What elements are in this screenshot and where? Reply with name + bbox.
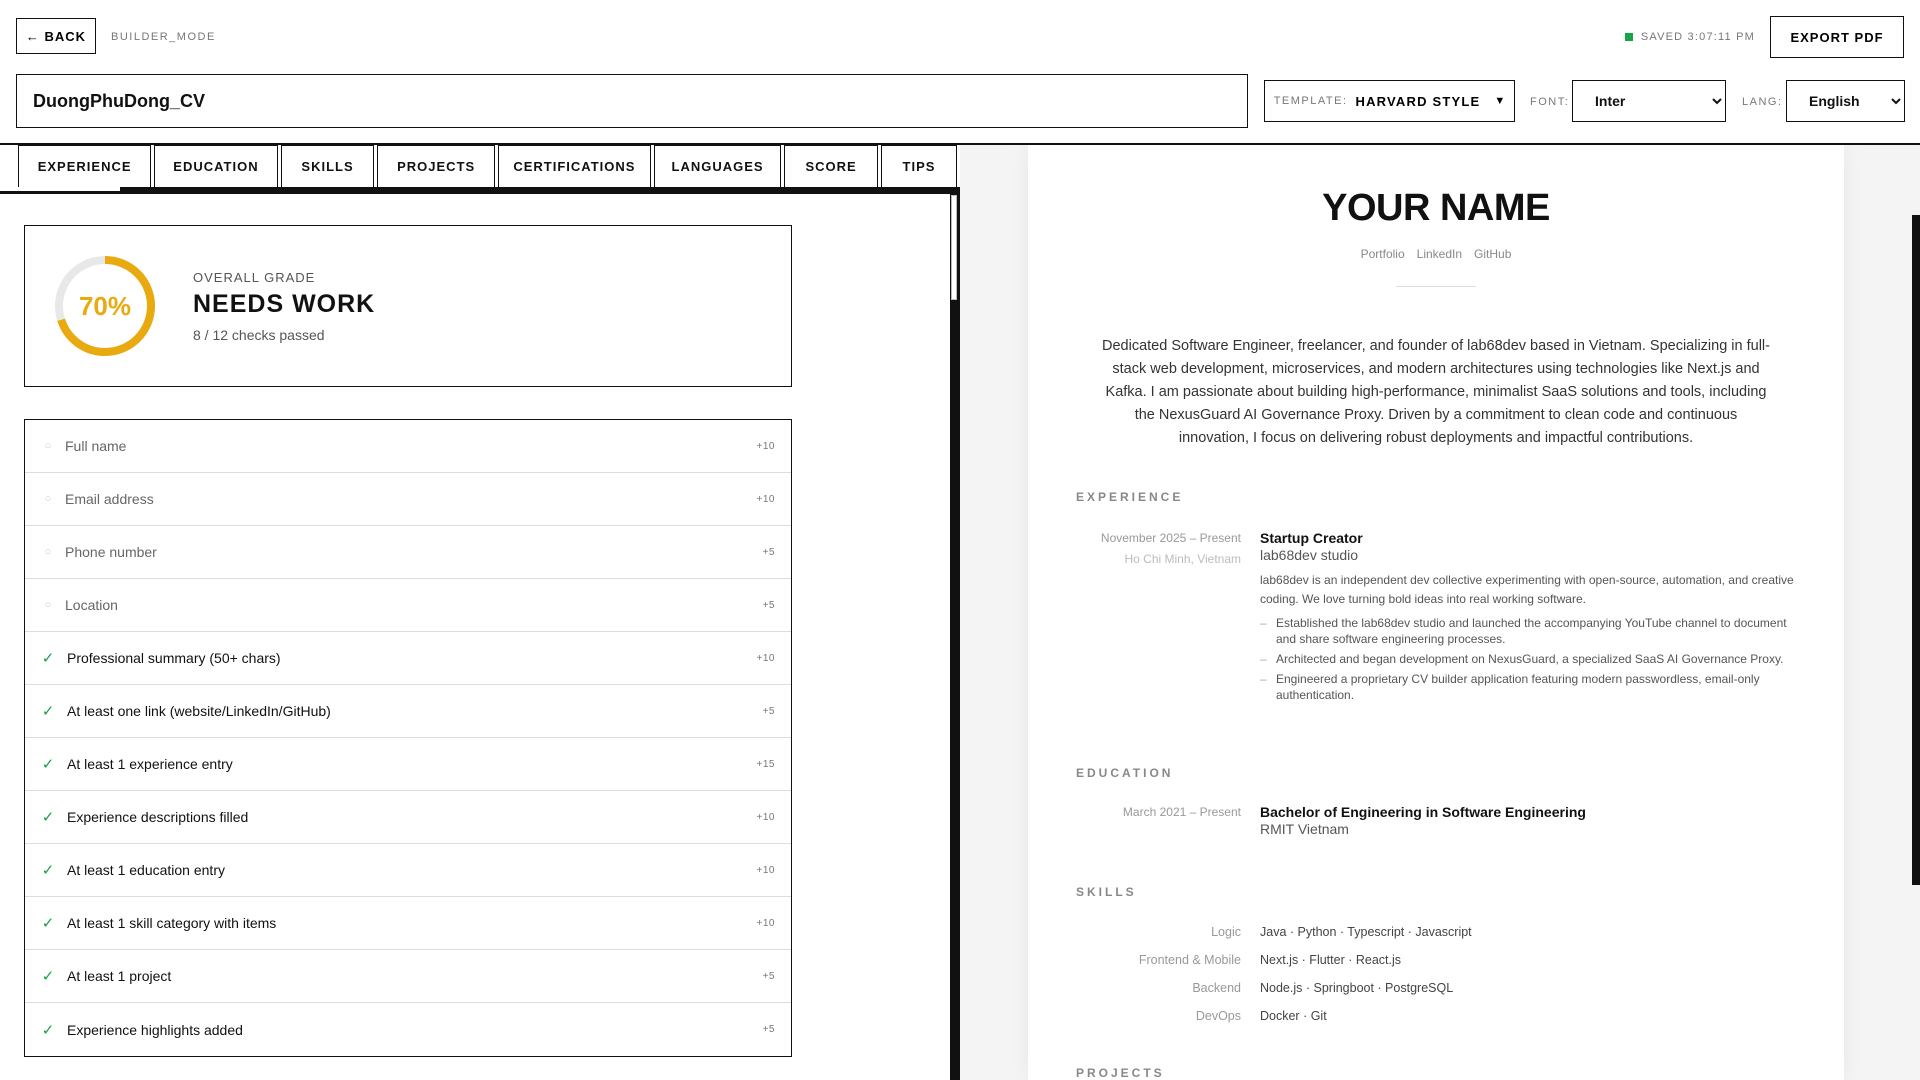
highlight-item: – Established the lab68dev studio and launched the accompanying YouTube channel to document and share software engineering processes. (1260, 615, 1800, 647)
tabs-underline (0, 187, 960, 194)
experience-org: lab68dev studio (1260, 547, 1359, 563)
skill-row (1076, 1009, 1836, 1029)
projects-heading: PROJECTS (1076, 1066, 1165, 1080)
check-row (25, 897, 791, 950)
check-row (25, 526, 791, 579)
check-row (25, 632, 791, 685)
check-row (25, 685, 791, 738)
check-points: +5 (762, 705, 775, 717)
check-points: +5 (762, 599, 775, 611)
grade-label: OVERALL GRADE (193, 270, 316, 285)
checkmark-icon: ✓ (41, 650, 55, 667)
tab-projects[interactable]: PROJECTS (377, 145, 494, 187)
checkmark-icon: ✓ (41, 703, 55, 720)
skill-category: Frontend & Mobile (1138, 953, 1241, 967)
check-row (25, 579, 791, 632)
saved-status-icon (1625, 33, 1633, 41)
highlight-item: – Engineered a proprietary CV builder application featuring modern passwordless, email-only authentication. (1260, 671, 1800, 703)
check-label: At least 1 education entry (67, 862, 225, 878)
check-row (25, 950, 791, 1003)
check-points: +10 (756, 440, 775, 452)
check-points: +5 (762, 1024, 775, 1035)
skill-category: Logic (1211, 925, 1241, 939)
score-checklist (24, 419, 792, 1057)
top-bar (0, 0, 1920, 72)
check-points: +10 (756, 811, 775, 823)
skill-category: Backend (1192, 981, 1241, 995)
tabs-scroll-indicator[interactable] (0, 187, 120, 191)
check-label: Professional summary (50+ chars) (67, 650, 281, 666)
checkmark-icon: ✓ (41, 809, 55, 826)
font-label: FONT: (1530, 96, 1570, 108)
lang-label: LANG: (1742, 96, 1783, 108)
education-heading: EDUCATION (1076, 766, 1174, 780)
skill-items: Java · Python · Typescript · Javascript (1260, 925, 1472, 939)
skill-row (1076, 925, 1836, 945)
template-value: HARVARD STYLE (1355, 93, 1481, 109)
skill-items: Next.js · Flutter · React.js (1260, 953, 1401, 967)
check-row (25, 420, 791, 473)
back-button[interactable]: ← BACK (16, 18, 96, 54)
check-label: Location (65, 597, 118, 613)
check-label: Full name (65, 438, 127, 454)
experience-dates: November 2025 – Present (1100, 531, 1241, 545)
score-percent: 70% (78, 290, 132, 321)
check-points: +10 (756, 493, 775, 505)
skill-items: Docker · Git (1260, 1009, 1327, 1023)
check-points: +10 (756, 864, 775, 876)
export-pdf-button[interactable]: EXPORT PDF (1770, 16, 1904, 58)
section-tabs (0, 145, 960, 187)
overall-grade-card (24, 225, 792, 387)
check-row (25, 473, 791, 526)
github-link[interactable]: GitHub (1474, 247, 1512, 261)
check-points: +10 (756, 917, 775, 929)
experience-description: lab68dev is an independent dev collective experimenting with open-source, automation, and creative coding. We love turning bold ideas into real working software. (1260, 573, 1794, 606)
checkmark-icon: ✓ (41, 756, 55, 773)
check-label: At least 1 project (67, 968, 172, 984)
portfolio-link[interactable]: Portfolio (1360, 247, 1405, 261)
skill-row (1076, 953, 1836, 973)
circle-icon: ○ (44, 440, 52, 452)
skill-items: Node.js · Springboot · PostgreSQL (1260, 981, 1454, 995)
check-label: Experience highlights added (67, 1021, 243, 1038)
tab-score[interactable]: SCORE (784, 145, 878, 187)
editor-panel (0, 145, 960, 1080)
education-entry (1260, 804, 1800, 837)
font-select[interactable] (1572, 80, 1726, 122)
cv-links (1028, 247, 1844, 261)
circle-icon: ○ (44, 599, 52, 611)
experience-role: Startup Creator (1260, 530, 1363, 546)
linkedin-link[interactable]: LinkedIn (1416, 247, 1463, 261)
mode-label: BUILDER_MODE (111, 31, 216, 43)
template-dropdown[interactable] (1264, 80, 1515, 122)
check-points: +15 (756, 758, 775, 770)
check-label: At least 1 experience entry (67, 756, 233, 772)
editor-scrollbar[interactable] (950, 194, 960, 1080)
skill-row (1076, 981, 1836, 1001)
tab-certifications[interactable]: CERTIFICATIONS (498, 145, 651, 187)
experience-highlights (1260, 615, 1800, 703)
check-label: Experience descriptions filled (67, 809, 249, 825)
tab-education[interactable]: EDUCATION (154, 145, 277, 187)
check-row (25, 738, 791, 791)
check-label: At least one link (website/LinkedIn/GitHub) (67, 703, 331, 719)
experience-location: Ho Chi Minh, Vietnam (1124, 552, 1241, 566)
saved-status (1625, 31, 1755, 43)
tab-tips[interactable]: TIPS (881, 145, 957, 187)
check-row (25, 791, 791, 844)
skill-category: DevOps (1195, 1009, 1241, 1023)
check-label: Phone number (65, 544, 157, 560)
checkmark-icon: ✓ (41, 862, 55, 879)
checkmark-icon: ✓ (41, 968, 55, 985)
tab-skills[interactable]: SKILLS (281, 145, 375, 187)
checks-summary: 8 / 12 checks passed (193, 327, 325, 343)
saved-status-text: SAVED 3:07:11 PM (1640, 31, 1755, 43)
check-points: +10 (756, 652, 775, 664)
check-points: +5 (762, 970, 775, 982)
lang-select[interactable] (1786, 80, 1905, 122)
check-row (25, 844, 791, 897)
circle-icon: ○ (44, 546, 52, 558)
check-row (25, 1003, 791, 1056)
grade-value: NEEDS WORK (193, 290, 376, 318)
tab-experience[interactable]: EXPERIENCE (18, 145, 151, 187)
education-degree: Bachelor of Engineering in Software Engineering (1260, 804, 1586, 820)
cv-document (1028, 145, 1844, 1080)
education-dates: March 2021 – Present (1122, 805, 1241, 819)
cv-preview-panel (960, 145, 1920, 1080)
experience-heading: EXPERIENCE (1076, 490, 1184, 504)
template-label: TEMPLATE: (1273, 95, 1348, 107)
caret-down-icon: ▼ (1494, 95, 1506, 107)
experience-entry (1260, 530, 1800, 707)
checkmark-icon: ✓ (41, 915, 55, 932)
cv-summary: Dedicated Software Engineer, freelancer, and founder of lab68dev based in Vietnam. Specializing in full-stack web development, microservices, and modern architectures using technologies like Next.js and Kafka. I am passionate about building high-performance, minimalist SaaS solutions and tools, including the NexusGuard AI Governance Proxy. Driven by a commitment to clean code and continuous innovation, I focus on delivering robust deployments and impactful contributions. (1102, 338, 1770, 446)
check-label: At least 1 skill category with items (67, 915, 277, 931)
tab-languages[interactable]: LANGUAGES (654, 145, 781, 187)
check-label: Email address (65, 491, 154, 507)
circle-icon: ○ (44, 493, 52, 505)
skills-heading: SKILLS (1076, 885, 1137, 899)
cv-name: YOUR NAME (1322, 187, 1550, 229)
check-points: +5 (762, 546, 775, 558)
education-school: RMIT Vietnam (1260, 821, 1349, 837)
header-separator (1396, 286, 1476, 287)
cv-title-input[interactable] (16, 74, 1248, 128)
checkmark-icon: ✓ (41, 1021, 55, 1039)
highlight-item: – Architected and began development on NexusGuard, a specialized SaaS AI Governance Proxy. (1260, 651, 1800, 667)
preview-scrollbar[interactable] (1912, 215, 1920, 885)
editor-scrollbar-thumb[interactable] (951, 195, 957, 300)
